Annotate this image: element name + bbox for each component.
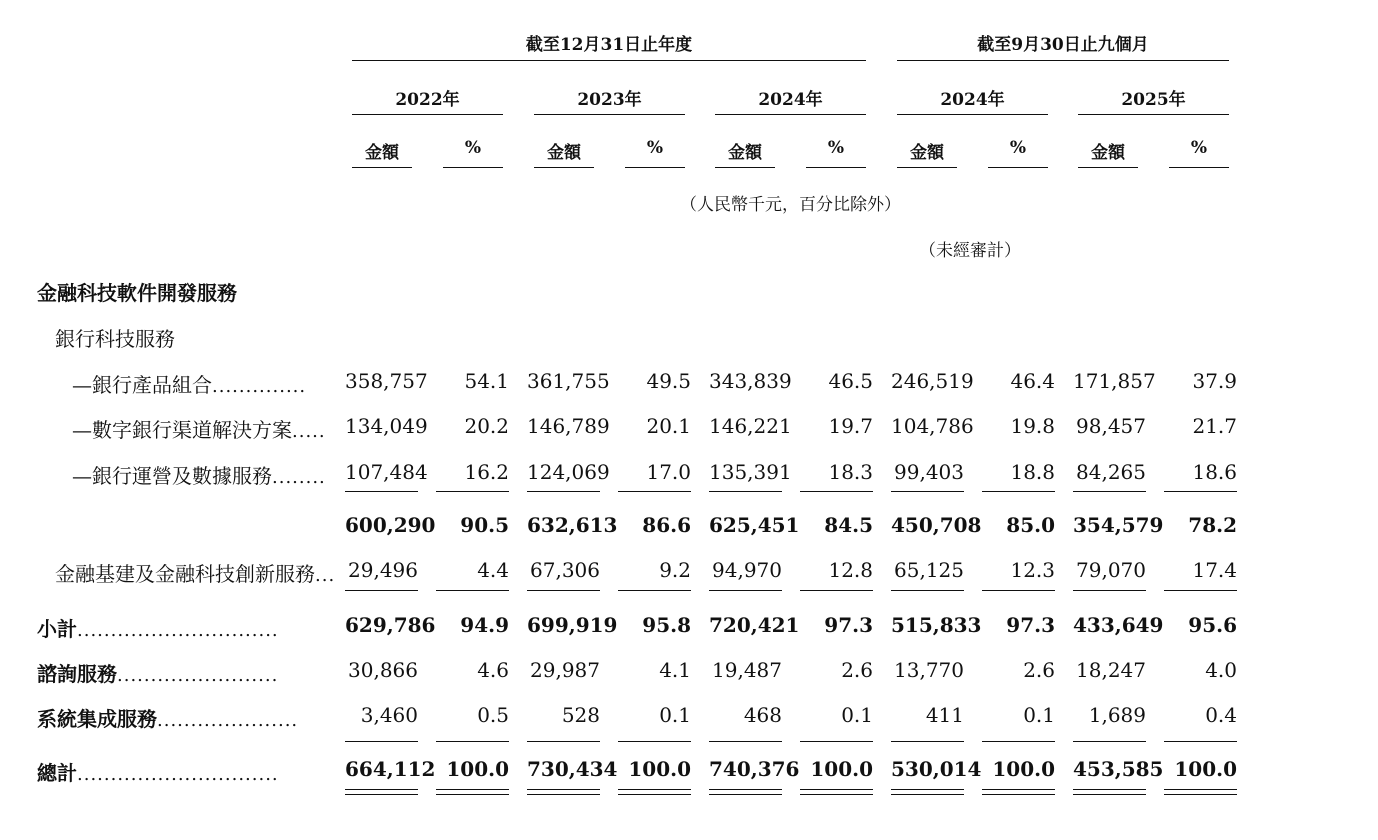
year-rule-2023	[534, 114, 685, 115]
rule-after-integration-amount-2022	[345, 741, 418, 742]
rule-after-integration-amount-2024-nine	[891, 741, 964, 742]
rule-total-second-amount-2023	[527, 794, 600, 795]
rule-after-infra-pct-2024-nine	[982, 590, 1055, 591]
rule-after-bank-ops-pct-2024	[800, 491, 873, 492]
rule-total-pct-2025	[1164, 789, 1237, 790]
header-group-year-rule	[352, 60, 866, 61]
cell-digital-channel-amount-2022: 134,049	[345, 414, 428, 438]
cell-bank-ops-data-amount-2024-nine: 99,403	[894, 460, 964, 484]
cell-bank-products-pct-2025: 37.9	[1192, 369, 1237, 393]
cell-digital-channel-amount-2024-nine: 104,786	[891, 414, 974, 438]
subheader-rule-pct-2024-nine	[988, 167, 1048, 168]
rule-after-infra-pct-2024	[800, 590, 873, 591]
cell-infra-innovation-pct-2024-nine: 12.3	[1010, 558, 1055, 582]
rule-after-integration-amount-2024	[709, 741, 782, 742]
row-label-total: 總計..............................	[37, 761, 279, 785]
cell-bank-tech-subtotal-amount-2024: 625,451	[709, 513, 800, 537]
row-label-digital-channel: —數字銀行渠道解決方案.....	[72, 418, 326, 442]
cell-bank-products-amount-2023: 361,755	[527, 369, 610, 393]
row-label-consulting: 諮詢服務........................	[37, 662, 279, 686]
cell-consulting-pct-2024-nine: 2.6	[1023, 658, 1055, 682]
year-rule-2024-nine	[897, 114, 1048, 115]
subheader-rule-pct-2025	[1169, 167, 1229, 168]
subheader-pct-2023: %	[646, 138, 664, 158]
cell-total-pct-2022: 100.0	[446, 757, 509, 781]
subheader-rule-amount-2022	[352, 167, 412, 168]
cell-digital-channel-pct-2024-nine: 19.8	[1010, 414, 1055, 438]
subheader-rule-amount-2024-nine	[897, 167, 957, 168]
subheader-amount-2025: 金額	[1091, 143, 1125, 163]
cell-bank-products-amount-2024-nine: 246,519	[891, 369, 974, 393]
rule-after-infra-amount-2022	[345, 590, 418, 591]
cell-digital-channel-pct-2025: 21.7	[1192, 414, 1237, 438]
year-header-2023: 2023年	[577, 90, 642, 110]
row-label-bank-tech: 銀行科技服務	[55, 327, 175, 351]
cell-system-integration-amount-2023: 528	[561, 703, 600, 727]
rule-total-second-pct-2023	[618, 794, 691, 795]
subheader-pct-2025: %	[1190, 138, 1208, 158]
cell-consulting-amount-2022: 30,866	[348, 658, 418, 682]
subheader-rule-pct-2023	[625, 167, 685, 168]
year-header-2024-nine: 2024年	[940, 90, 1005, 110]
row-label-subtotal: 小計..............................	[37, 617, 279, 641]
header-group-nine-rule	[897, 60, 1229, 61]
subheader-amount-2023: 金額	[547, 143, 581, 163]
cell-consulting-amount-2025: 18,247	[1076, 658, 1146, 682]
rule-total-pct-2022	[436, 789, 509, 790]
cell-bank-products-pct-2024: 46.5	[828, 369, 873, 393]
cell-infra-innovation-pct-2024: 12.8	[828, 558, 873, 582]
cell-bank-ops-data-pct-2025: 18.6	[1192, 460, 1237, 484]
rule-total-second-amount-2024	[709, 794, 782, 795]
subheader-amount-2024-nine: 金額	[910, 143, 944, 163]
rule-after-infra-amount-2025	[1073, 590, 1146, 591]
row-label-bank-products: —銀行產品組合..............	[72, 373, 307, 397]
cell-subtotal-pct-2022: 94.9	[460, 613, 509, 637]
cell-bank-ops-data-pct-2024-nine: 18.8	[1010, 460, 1055, 484]
cell-total-amount-2024-nine: 530,014	[891, 757, 982, 781]
subheader-pct-2024: %	[827, 138, 845, 158]
rule-after-infra-amount-2024	[709, 590, 782, 591]
cell-total-amount-2024: 740,376	[709, 757, 800, 781]
cell-system-integration-pct-2024-nine: 0.1	[1023, 703, 1055, 727]
rule-total-second-pct-2024	[800, 794, 873, 795]
cell-bank-tech-subtotal-pct-2024: 84.5	[824, 513, 873, 537]
subheader-pct-2022: %	[464, 138, 482, 158]
rule-total-pct-2023	[618, 789, 691, 790]
cell-infra-innovation-pct-2025: 17.4	[1192, 558, 1237, 582]
cell-total-pct-2024: 100.0	[810, 757, 873, 781]
cell-infra-innovation-pct-2023: 9.2	[659, 558, 691, 582]
cell-infra-innovation-amount-2024-nine: 65,125	[894, 558, 964, 582]
header-group-year: 截至12月31日止年度	[525, 35, 693, 55]
cell-bank-tech-subtotal-amount-2023: 632,613	[527, 513, 618, 537]
cell-bank-ops-data-pct-2024: 18.3	[828, 460, 873, 484]
row-label-system-integration: 系統集成服務.....................	[37, 707, 299, 731]
cell-consulting-amount-2024-nine: 13,770	[894, 658, 964, 682]
row-label-bank-ops-data: —銀行運營及數據服務........	[72, 464, 326, 488]
rule-after-integration-pct-2025	[1164, 741, 1237, 742]
rule-after-integration-amount-2025	[1073, 741, 1146, 742]
rule-after-bank-ops-pct-2022	[436, 491, 509, 492]
rule-total-second-pct-2025	[1164, 794, 1237, 795]
rule-after-bank-ops-amount-2025	[1073, 491, 1146, 492]
rule-total-amount-2024-nine	[891, 789, 964, 790]
cell-infra-innovation-amount-2022: 29,496	[348, 558, 418, 582]
cell-infra-innovation-pct-2022: 4.4	[477, 558, 509, 582]
cell-total-amount-2023: 730,434	[527, 757, 618, 781]
rule-after-integration-pct-2024-nine	[982, 741, 1055, 742]
cell-infra-innovation-amount-2025: 79,070	[1076, 558, 1146, 582]
cell-total-pct-2024-nine: 100.0	[992, 757, 1055, 781]
cell-subtotal-amount-2022: 629,786	[345, 613, 436, 637]
cell-bank-tech-subtotal-amount-2022: 600,290	[345, 513, 436, 537]
cell-consulting-amount-2023: 29,987	[530, 658, 600, 682]
cell-system-integration-amount-2024: 468	[743, 703, 782, 727]
subheader-rule-pct-2022	[443, 167, 503, 168]
rule-total-amount-2023	[527, 789, 600, 790]
subheader-amount-2024: 金額	[728, 143, 762, 163]
cell-system-integration-amount-2024-nine: 411	[925, 703, 964, 727]
rule-total-second-pct-2022	[436, 794, 509, 795]
rule-after-infra-pct-2022	[436, 590, 509, 591]
cell-digital-channel-amount-2024: 146,221	[709, 414, 792, 438]
rule-after-bank-ops-pct-2024-nine	[982, 491, 1055, 492]
cell-consulting-pct-2023: 4.1	[659, 658, 691, 682]
rule-after-bank-ops-amount-2024	[709, 491, 782, 492]
rule-after-bank-ops-amount-2022	[345, 491, 418, 492]
cell-subtotal-amount-2023: 699,919	[527, 613, 618, 637]
rule-after-infra-amount-2023	[527, 590, 600, 591]
rule-after-integration-amount-2023	[527, 741, 600, 742]
cell-system-integration-pct-2025: 0.4	[1205, 703, 1237, 727]
rule-total-amount-2025	[1073, 789, 1146, 790]
cell-bank-products-pct-2024-nine: 46.4	[1010, 369, 1055, 393]
rule-total-pct-2024-nine	[982, 789, 1055, 790]
subheader-rule-pct-2024	[806, 167, 866, 168]
cell-bank-ops-data-amount-2023: 124,069	[527, 460, 610, 484]
rule-total-second-amount-2022	[345, 794, 418, 795]
rule-total-second-pct-2024-nine	[982, 794, 1055, 795]
cell-subtotal-pct-2023: 95.8	[642, 613, 691, 637]
header-group-nine: 截至9月30日止九個月	[977, 35, 1149, 55]
year-header-2025: 2025年	[1121, 90, 1186, 110]
cell-subtotal-pct-2024-nine: 97.3	[1006, 613, 1055, 637]
cell-bank-ops-data-amount-2022: 107,484	[345, 460, 428, 484]
cell-subtotal-amount-2024-nine: 515,833	[891, 613, 982, 637]
year-rule-2022	[352, 114, 503, 115]
year-header-2022: 2022年	[395, 90, 460, 110]
cell-consulting-pct-2022: 4.6	[477, 658, 509, 682]
cell-digital-channel-pct-2022: 20.2	[464, 414, 509, 438]
rule-after-bank-ops-pct-2025	[1164, 491, 1237, 492]
cell-bank-tech-subtotal-pct-2022: 90.5	[460, 513, 509, 537]
rule-after-infra-pct-2023	[618, 590, 691, 591]
cell-system-integration-amount-2025: 1,689	[1088, 703, 1146, 727]
cell-bank-products-pct-2023: 49.5	[646, 369, 691, 393]
unaudited-note: （未經審計）	[919, 241, 1021, 261]
cell-subtotal-amount-2024: 720,421	[709, 613, 800, 637]
rule-after-infra-pct-2025	[1164, 590, 1237, 591]
cell-total-amount-2025: 453,585	[1073, 757, 1164, 781]
subheader-pct-2024-nine: %	[1009, 138, 1027, 158]
cell-bank-tech-subtotal-pct-2023: 86.6	[642, 513, 691, 537]
cell-total-amount-2022: 664,112	[345, 757, 436, 781]
cell-bank-ops-data-amount-2025: 84,265	[1076, 460, 1146, 484]
cell-consulting-pct-2024: 2.6	[841, 658, 873, 682]
cell-digital-channel-pct-2023: 20.1	[646, 414, 691, 438]
cell-digital-channel-amount-2023: 146,789	[527, 414, 610, 438]
rule-after-bank-ops-amount-2024-nine	[891, 491, 964, 492]
cell-bank-ops-data-amount-2024: 135,391	[709, 460, 792, 484]
cell-total-pct-2023: 100.0	[628, 757, 691, 781]
cell-system-integration-pct-2022: 0.5	[477, 703, 509, 727]
cell-bank-products-amount-2022: 358,757	[345, 369, 428, 393]
rule-after-integration-pct-2023	[618, 741, 691, 742]
cell-bank-products-amount-2025: 171,857	[1073, 369, 1156, 393]
cell-digital-channel-pct-2024: 19.7	[828, 414, 873, 438]
cell-subtotal-amount-2025: 433,649	[1073, 613, 1164, 637]
cell-digital-channel-amount-2025: 98,457	[1076, 414, 1146, 438]
row-label-infra-innovation: 金融基建及金融科技創新服務...	[55, 562, 336, 586]
rule-after-infra-amount-2024-nine	[891, 590, 964, 591]
rule-after-integration-pct-2024	[800, 741, 873, 742]
cell-bank-products-amount-2024: 343,839	[709, 369, 792, 393]
rule-after-integration-pct-2022	[436, 741, 509, 742]
cell-system-integration-pct-2024: 0.1	[841, 703, 873, 727]
rule-after-bank-ops-amount-2023	[527, 491, 600, 492]
cell-bank-tech-subtotal-amount-2024-nine: 450,708	[891, 513, 982, 537]
cell-system-integration-amount-2022: 3,460	[360, 703, 418, 727]
year-header-2024: 2024年	[758, 90, 823, 110]
rule-after-bank-ops-pct-2023	[618, 491, 691, 492]
cell-bank-tech-subtotal-pct-2025: 78.2	[1188, 513, 1237, 537]
row-label-fintech-software: 金融科技軟件開發服務	[37, 281, 237, 305]
cell-bank-tech-subtotal-amount-2025: 354,579	[1073, 513, 1164, 537]
subheader-rule-amount-2023	[534, 167, 594, 168]
subheader-amount-2022: 金額	[365, 143, 399, 163]
subheader-rule-amount-2024	[715, 167, 775, 168]
currency-note: （人民幣千元，百分比除外）	[680, 195, 901, 215]
subheader-rule-amount-2025	[1078, 167, 1138, 168]
cell-infra-innovation-amount-2024: 94,970	[712, 558, 782, 582]
rule-total-amount-2024	[709, 789, 782, 790]
cell-consulting-amount-2024: 19,487	[712, 658, 782, 682]
cell-consulting-pct-2025: 4.0	[1205, 658, 1237, 682]
rule-total-pct-2024	[800, 789, 873, 790]
cell-infra-innovation-amount-2023: 67,306	[530, 558, 600, 582]
cell-bank-products-pct-2022: 54.1	[464, 369, 509, 393]
rule-total-second-amount-2025	[1073, 794, 1146, 795]
cell-subtotal-pct-2025: 95.6	[1188, 613, 1237, 637]
cell-bank-ops-data-pct-2023: 17.0	[646, 460, 691, 484]
cell-bank-ops-data-pct-2022: 16.2	[464, 460, 509, 484]
year-rule-2025	[1078, 114, 1229, 115]
year-rule-2024	[715, 114, 866, 115]
cell-bank-tech-subtotal-pct-2024-nine: 85.0	[1006, 513, 1055, 537]
cell-system-integration-pct-2023: 0.1	[659, 703, 691, 727]
cell-subtotal-pct-2024: 97.3	[824, 613, 873, 637]
rule-total-amount-2022	[345, 789, 418, 790]
rule-total-second-amount-2024-nine	[891, 794, 964, 795]
cell-total-pct-2025: 100.0	[1174, 757, 1237, 781]
